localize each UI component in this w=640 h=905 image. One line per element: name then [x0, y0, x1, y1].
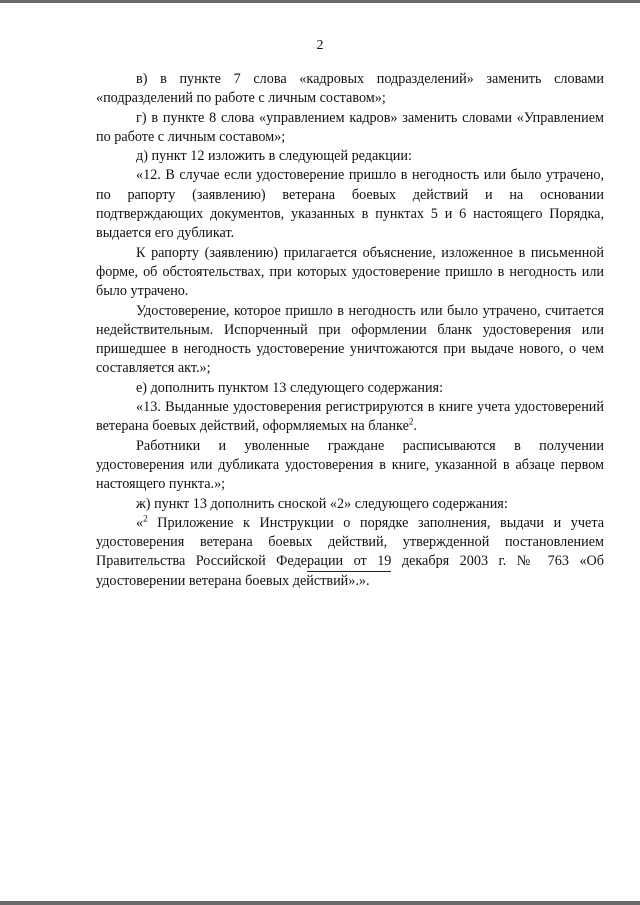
footnote-ref: 2 [408, 416, 414, 427]
paragraph-footnote-2: «$^2$ Приложение к Инструкции о порядке заполнения, выдачи и учета удостоверения ветерана боевых действий, утвержденной постановлением Правительства Российской Федерации от 19 декабря 2003 г. № 763 «Об удостоверении ветерана боевых действий».». [96, 513, 604, 589]
paragraph-g: г) в пункте 8 слова «управлением кадров» заменить словами «Управлением по работе с личным составом»; [96, 109, 604, 145]
paragraph-item-12: «12. В случае если удостоверение пришло в негодность или было утрачено, по рапорту (заявлению) ветерана боевых действий и на основании подтверждающих документов, указанных в пунктах 5 и 6 настоящего Порядка, выдается его дубликат. [96, 167, 604, 242]
page-number: 2 [316, 38, 324, 53]
paragraph-d: д) пункт 12 изложить в следующей редакции: [136, 148, 412, 165]
paragraph-zh: ж) пункт 13 дополнить сноской «2» следующего содержания: [136, 495, 508, 512]
paragraph-report-attachment: К рапорту (заявлению) прилагается объяснение, изложенное в письменной форме, об обстоятельствах, при которых удостоверение пришло в негодность или было утрачено. [96, 244, 604, 300]
scan-top-edge [0, 0, 640, 3]
paragraph-e: е) дополнить пунктом 13 следующего содержания: [136, 379, 444, 396]
scan-bottom-edge [0, 901, 640, 905]
paragraph-invalid-certificate: Удостоверение, которое пришло в негодность или было утрачено, считается недействительным. Испорченный при оформлении бланк удостоверения или пришедшее в негодность удостоверение уничтожаются при выдаче нового, о чем составляется акт.»; [96, 302, 604, 377]
document-body [96, 70, 604, 591]
end-separator-line [307, 571, 391, 572]
footnote-mark: 2 [143, 513, 148, 524]
paragraph-item-13: «13. Выданные удостоверения регистрируются в книге учета удостоверений ветерана боевых действий, оформляемых на бланке$^2$. [96, 399, 604, 435]
paragraph-workers-sign: Работники и уволенные граждане расписываются в получении удостоверения или дубликата удостоверения в книге, указанной в абзаце первом настоящего пункта.»; [96, 437, 604, 493]
paragraph-v: в) в пункте 7 слова «кадровых подразделений» заменить словами «подразделений по работе с личным составом»; [96, 71, 604, 107]
